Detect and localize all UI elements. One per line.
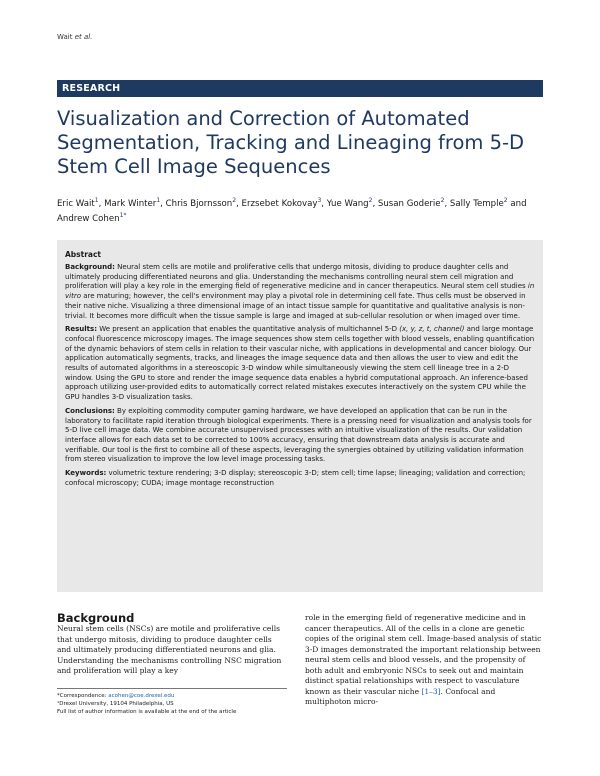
author-affiliation-mark: 2 <box>368 197 373 204</box>
results-text-b: and large montage confocal fluorescence microscopy images. The image sequences show stem cells together with blood vessels, enabling quantification of the dynamic behaviors of stem cells in relation to their vascular niche, with applications in developmental and cancer biology. Our application automatically segments, tracks, and lineages the image sequence data and then allows the user to view and edit the results of automated algorithms in a stereoscopic 3-D window while simultaneously viewing the stem cell lineage tree in a 2-D window. Using the GPU to store and render the image sequence data enables a hybrid computational approach. An inference-based approach utilizing user-provided edits to automatically correct related mistakes executes interactively on the system CPU while the GPU handles 3-D visualization tasks. <box>65 325 535 402</box>
author-affiliation-mark: 3 <box>317 197 322 204</box>
author-separator: and <box>507 198 527 209</box>
background-italic: in vitro <box>65 282 535 301</box>
article-type-banner: RESEARCH <box>57 80 543 97</box>
background-text-a: Neural stem cells are motile and proliferative cells that undergo mitosis, dividing to produce daughter cells and ultimately producing differentiated neurons and glia. Understanding the mechanisms controlling neural stem cell migration and proliferation will play a key role in the emerging field of regenerative medicine and in cancer therapeutics. Neural stem cell studies <box>65 263 528 291</box>
background-text-b: are maturing; however, the cell's environment may play a pivotal role in determining cell fate. Thus cells must be observed in their native niche. Visualizing a three dimensional image of an intact tissue sample for quantitative and qualitative analysis is non-trivial. It becomes more difficult when the tissue sample is large and imaged at sub-cellular resolution or when imaged over time. <box>65 292 526 320</box>
author-name: Erzsebet Kokovay <box>241 198 318 209</box>
abstract-box <box>57 240 543 592</box>
author-name: Yue Wang <box>326 198 369 209</box>
author-affiliation-mark: 1 <box>156 197 161 204</box>
background-section-heading: Background <box>57 611 135 625</box>
author-separator: , <box>98 198 105 209</box>
body-left-column: Neural stem cells (NSCs) are motile and proliferative cells that undergo mitosis, dividing to produce daughter cells and ultimately producing differentiated neurons and glia. Understanding the mechanisms controlling NSC migration and proliferation will play a key <box>57 624 282 675</box>
author-separator: , <box>160 198 166 209</box>
abstract-keywords <box>65 469 535 488</box>
running-head-authors: Wait <box>57 33 73 41</box>
correspondence-line <box>57 692 287 700</box>
author-name: Sally Temple <box>449 198 504 209</box>
results-label: Results: <box>65 325 97 334</box>
author-separator: , <box>321 198 327 209</box>
affiliation-line: ¹Drexel University, 19104 Philadelphia, US <box>57 701 174 707</box>
abstract-conclusions <box>65 407 535 465</box>
author-name: Mark Winter <box>104 198 157 209</box>
right-text-b: . Confocal and multiphoton micro- <box>305 686 496 706</box>
results-text-a: We present an application that enables the quantitative analysis of multichannel 5-D <box>97 325 400 334</box>
abstract-background <box>65 263 535 321</box>
keywords-text: volumetric texture rendering; 3-D display; stereoscopic 3-D; stem cell; time lapse; lineaging; validation and correction; confocal microscopy; CUDA; image montage reconstruction <box>65 469 526 487</box>
author-name: Eric Wait <box>57 198 95 209</box>
conclusions-text: By exploiting commodity computer gaming hardware, we have developed an application that can be run in the laboratory to facilitate rapid iteration through biological experiments. There is a pressing need for visualization and analysis tools for 5-D live cell image data. We combine accurate unsupervised processes with an intuitive visualization of the results. Our validation interface allows for each data set to be corrected to 100% accuracy, ensuring that downstream data analysis is accurate and verifiable. Our tool is the first to combine all of these aspects, leveraging the synergies obtained by utilizing validation information from stereo visualization to improve the low level image processing tasks. <box>65 406 532 464</box>
abstract-results <box>65 325 535 403</box>
author-separator: , <box>372 198 378 209</box>
author-list <box>57 195 527 226</box>
correspondence-email[interactable]: acohen@coe.drexel.edu <box>108 693 175 699</box>
author-affiliation-mark: 2 <box>232 197 237 204</box>
running-head <box>57 33 92 41</box>
author-separator: , <box>236 198 242 209</box>
author-name: Chris Bjornsson <box>165 198 233 209</box>
author-name: Andrew Cohen <box>57 214 120 225</box>
paper-title: Visualization and Correction of Automated Segmentation, Tracking and Lineaging from 5-D Stem Cell Image Sequences <box>57 107 525 178</box>
body-right-column <box>305 613 543 708</box>
author-affiliation-mark: 2 <box>503 197 508 204</box>
author-separator: , <box>444 198 450 209</box>
author-affiliation-mark: 1 <box>94 197 99 204</box>
keywords-label: Keywords: <box>65 469 107 478</box>
running-head-etal: et al. <box>74 33 93 41</box>
abstract-heading: Abstract <box>65 250 102 259</box>
author-name: Susan Goderie <box>377 198 441 209</box>
correspondence-label: *Correspondence: <box>57 693 109 699</box>
right-text-a: role in the emerging field of regenerative medicine and in cancer therapeutics. All of the cells in a clone are genetic copies of the original stem cell. Image-based analysis of static 3-D images demonstrated the important relationship between neural stem cells and blood vessels, and the propensity of both adult and embryonic NSCs to seek out and maintain distinct spatial relationships with respect to vasculature known as their vascular niche <box>305 613 542 696</box>
citation-link[interactable]: [1–3] <box>421 686 441 696</box>
background-label: Background: <box>65 263 115 271</box>
footnotes <box>57 688 287 716</box>
author-affiliation-mark: 2 <box>440 197 445 204</box>
results-math: (x, y, z, t, channel) <box>399 325 465 334</box>
author-affiliation-mark: 1* <box>119 212 127 220</box>
conclusions-label: Conclusions: <box>65 406 115 415</box>
full-list-note: Full list of author information is available at the end of the article <box>57 709 237 715</box>
